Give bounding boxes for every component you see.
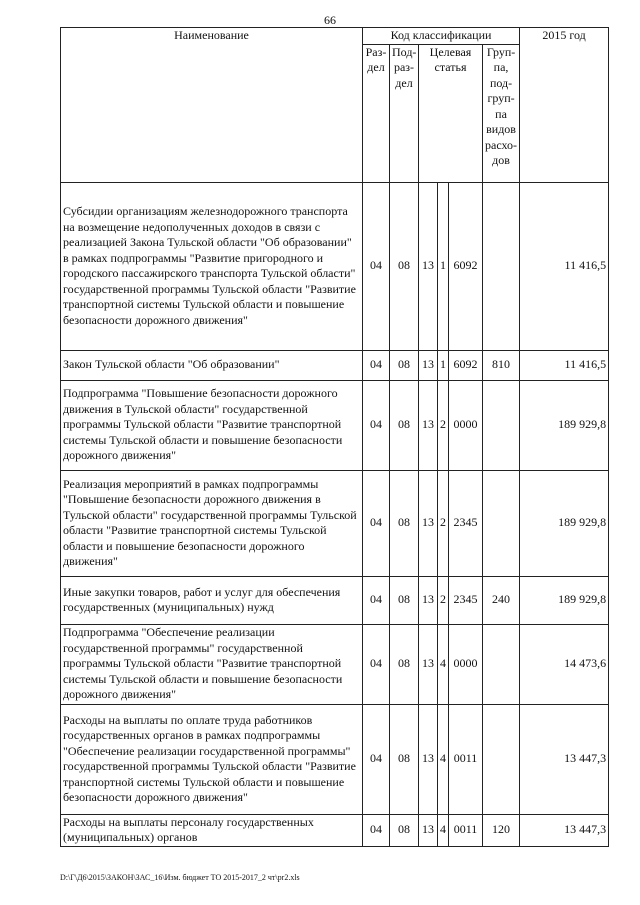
row-podrazdel: 08 <box>390 470 419 576</box>
row-target-direction: 6092 <box>449 182 483 350</box>
row-expense-group: 810 <box>483 350 520 380</box>
table-body <box>61 182 609 846</box>
row-target-subprogram: 2 <box>438 576 449 624</box>
row-podrazdel: 08 <box>390 704 419 814</box>
row-amount: 11 416,5 <box>520 182 609 350</box>
row-target-subprogram: 2 <box>438 470 449 576</box>
header-target: Целевая статья <box>419 44 483 182</box>
row-name: Подпрограмма "Обеспечение реализации государственной программы" государственной программы Тульской области "Развитие транспортной системы Тульской области и повышение безопасности дорожного движения" <box>61 624 363 704</box>
header-podrazdel: Под- раз- дел <box>390 44 419 182</box>
row-amount: 189 929,8 <box>520 470 609 576</box>
row-razdel: 04 <box>363 704 390 814</box>
row-podrazdel: 08 <box>390 350 419 380</box>
row-target-program: 13 <box>419 624 438 704</box>
row-target-direction: 2345 <box>449 470 483 576</box>
row-target-direction: 0011 <box>449 814 483 846</box>
table-row <box>61 470 609 576</box>
row-amount: 11 416,5 <box>520 350 609 380</box>
table-row <box>61 182 609 350</box>
row-target-subprogram: 4 <box>438 624 449 704</box>
row-razdel: 04 <box>363 624 390 704</box>
row-podrazdel: 08 <box>390 814 419 846</box>
page-number: 66 <box>324 13 336 27</box>
header-group: Груп- па, под- груп- па видов расхо- дов <box>483 44 520 182</box>
row-amount: 13 447,3 <box>520 704 609 814</box>
row-name: Расходы на выплаты по оплате труда работников государственных органов в рамках подпрограммы "Обеспечение реализации государственной программы" государственной программы Тульской области "Развитие транспортной системы Тульской области и повышение безопасности дорожного движения" <box>61 704 363 814</box>
row-razdel: 04 <box>363 380 390 470</box>
row-expense-group <box>483 704 520 814</box>
row-target-subprogram: 2 <box>438 380 449 470</box>
row-razdel: 04 <box>363 350 390 380</box>
header-razdel: Раз- дел <box>363 44 390 182</box>
header-year: 2015 год <box>520 28 609 183</box>
row-expense-group: 120 <box>483 814 520 846</box>
row-target-program: 13 <box>419 814 438 846</box>
row-razdel: 04 <box>363 470 390 576</box>
row-podrazdel: 08 <box>390 624 419 704</box>
table-row <box>61 814 609 846</box>
row-target-subprogram: 4 <box>438 814 449 846</box>
footer-file-path: D:\Г\Д6\2015\ЗАКОН\ЗАС_16\Изм. бюджет ТО 2015-2017_2 чт\pr2.xls <box>60 873 300 882</box>
row-podrazdel: 08 <box>390 182 419 350</box>
row-expense-group: 240 <box>483 576 520 624</box>
row-target-direction: 6092 <box>449 350 483 380</box>
row-razdel: 04 <box>363 576 390 624</box>
table-row <box>61 380 609 470</box>
row-razdel: 04 <box>363 182 390 350</box>
row-amount: 14 473,6 <box>520 624 609 704</box>
row-target-program: 13 <box>419 182 438 350</box>
row-target-program: 13 <box>419 576 438 624</box>
row-expense-group <box>483 182 520 350</box>
row-name: Закон Тульской области "Об образовании" <box>61 350 363 380</box>
row-expense-group <box>483 624 520 704</box>
row-expense-group <box>483 380 520 470</box>
row-target-direction: 2345 <box>449 576 483 624</box>
row-target-direction: 0011 <box>449 704 483 814</box>
row-target-direction: 0000 <box>449 380 483 470</box>
header-name: Наименование <box>61 28 363 183</box>
row-target-program: 13 <box>419 380 438 470</box>
header-code-group: Код классификации <box>363 28 520 45</box>
table-row <box>61 704 609 814</box>
table-row <box>61 576 609 624</box>
row-target-direction: 0000 <box>449 624 483 704</box>
row-target-program: 13 <box>419 470 438 576</box>
row-target-subprogram: 1 <box>438 182 449 350</box>
row-amount: 189 929,8 <box>520 576 609 624</box>
row-name: Подпрограмма "Повышение безопасности дорожного движения в Тульской области" государственной программы Тульской области "Развитие транспортной системы Тульской области и повышение безопасности дорожного движения" <box>61 380 363 470</box>
row-amount: 189 929,8 <box>520 380 609 470</box>
row-name: Субсидии организациям железнодорожного транспорта на возмещение недополученных доходов в связи с реализацией Закона Тульской области "Об образовании" в рамках подпрограммы "Развитие пригородного и городского пассажирского транспорта Тульской области" государственной программы Тульской области "Развитие транспортной системы Тульской области и повышение безопасности дорожного движения" <box>61 182 363 350</box>
table-row <box>61 350 609 380</box>
row-name: Реализация мероприятий в рамках подпрограммы "Повышение безопасности дорожного движения в Тульской области" государственной программы Тульской области "Развитие транспортной системы Тульской области и повышение безопасности дорожного движения" <box>61 470 363 576</box>
row-razdel: 04 <box>363 814 390 846</box>
row-podrazdel: 08 <box>390 576 419 624</box>
row-name: Иные закупки товаров, работ и услуг для обеспечения государственных (муниципальных) нужд <box>61 576 363 624</box>
row-target-subprogram: 4 <box>438 704 449 814</box>
row-target-program: 13 <box>419 350 438 380</box>
budget-table <box>60 27 609 847</box>
row-target-subprogram: 1 <box>438 350 449 380</box>
row-podrazdel: 08 <box>390 380 419 470</box>
row-expense-group <box>483 470 520 576</box>
row-target-program: 13 <box>419 704 438 814</box>
row-name: Расходы на выплаты персоналу государственных (муниципальных) органов <box>61 814 363 846</box>
table-row <box>61 624 609 704</box>
row-amount: 13 447,3 <box>520 814 609 846</box>
